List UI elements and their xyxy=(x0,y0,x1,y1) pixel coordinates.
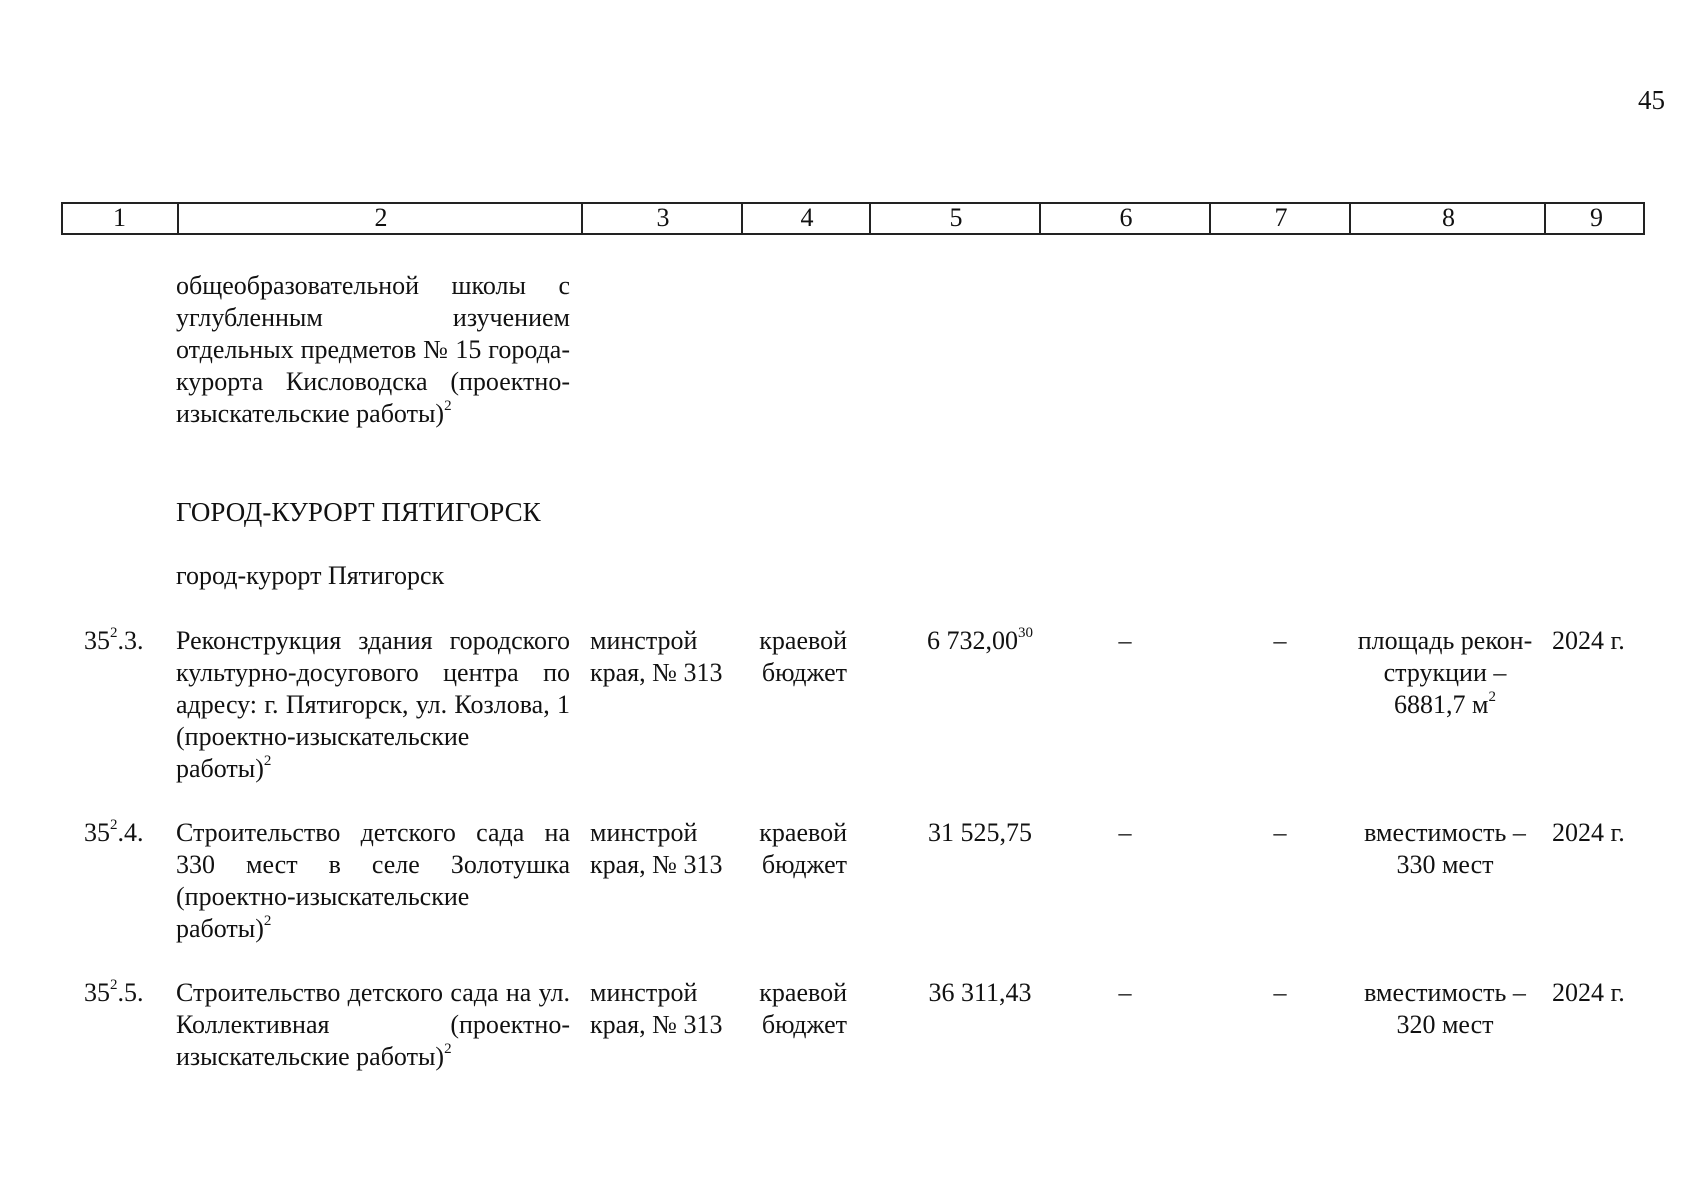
row-number: $35^2.3$. xyxy=(84,625,144,655)
footnote-marker: 2 xyxy=(444,1041,452,1058)
row-col6: – xyxy=(1118,818,1132,847)
row-executor: минстрой краевой края, № 313 бюджет xyxy=(590,818,847,879)
row-number: $35^2.5$. xyxy=(84,977,144,1007)
row-year: 2024 г. xyxy=(1552,818,1625,847)
header-col-6: 6 xyxy=(1039,204,1211,233)
header-col-8: 8 xyxy=(1349,204,1546,233)
row-number: $35^2.4$. xyxy=(84,817,144,847)
footnote-marker: 2 xyxy=(263,753,272,770)
section-subheading: город-курорт Пятигорск xyxy=(176,561,445,590)
header-col-7: 7 xyxy=(1209,204,1351,233)
footnote-marker: 2 xyxy=(263,913,272,930)
footnote-marker: 2 xyxy=(444,398,452,415)
row-year: 2024 г. xyxy=(1552,626,1625,655)
row-col7: – xyxy=(1273,818,1287,847)
row-executor: минстрой краевой края, № 313 бюджет xyxy=(590,626,847,687)
row-amount: 36 311,43 xyxy=(928,978,1032,1007)
row-indicator: вместимость – 330 мест xyxy=(1364,818,1526,879)
header-col-3: 3 xyxy=(581,204,743,233)
row-description: Строительство детского сада на 330 мест в селе Золотушка (проектно-изыскательские работы)$^2$ xyxy=(176,818,570,943)
row-description: Реконструкция здания городского культурно-досугового центра по адресу: г. Пятигорск, ул. Козлова, 1 (проектно-изыскательские работы)$^2$ xyxy=(176,626,570,783)
row-amount: 31 525,75 xyxy=(928,818,1032,847)
row-description: Строительство детского сада на ул. Коллективная (проектно-изыскательские работы)$^2$ xyxy=(176,978,570,1071)
row-col7: – xyxy=(1273,978,1287,1007)
row-indicator: вместимость – 320 мест xyxy=(1364,978,1526,1039)
row-col6: – xyxy=(1118,626,1132,655)
row-year: 2024 г. xyxy=(1552,978,1625,1007)
row-executor: минстрой краевой края, № 313 бюджет xyxy=(590,978,847,1039)
continuation-text: общеобразовательной школы с углубленным изучением отдельных предметов № 15 города-курорта Кисловодска (проектно-изыскательские работы) xyxy=(176,271,570,428)
header-col-1: 1 xyxy=(113,203,126,232)
row-indicator: площадь рекон- струкции – 6881,7 $м^2$ xyxy=(1357,626,1533,719)
table-header-row xyxy=(61,202,1645,235)
row-col6: – xyxy=(1118,978,1132,1007)
header-col-4: 4 xyxy=(741,204,871,233)
header-col-9: 9 xyxy=(1544,204,1647,233)
section-heading: ГОРОД-КУРОРТ ПЯТИГОРСК xyxy=(176,497,541,527)
header-col-2: 2 xyxy=(177,204,583,233)
row-col7: – xyxy=(1273,626,1287,655)
row-amount: 6 732,00$^{30}$ xyxy=(927,625,1033,655)
continuation-description xyxy=(176,270,570,430)
page-number: 45 xyxy=(1638,85,1665,115)
header-col-5: 5 xyxy=(869,204,1041,233)
footnote-marker: 30 xyxy=(1018,625,1033,642)
